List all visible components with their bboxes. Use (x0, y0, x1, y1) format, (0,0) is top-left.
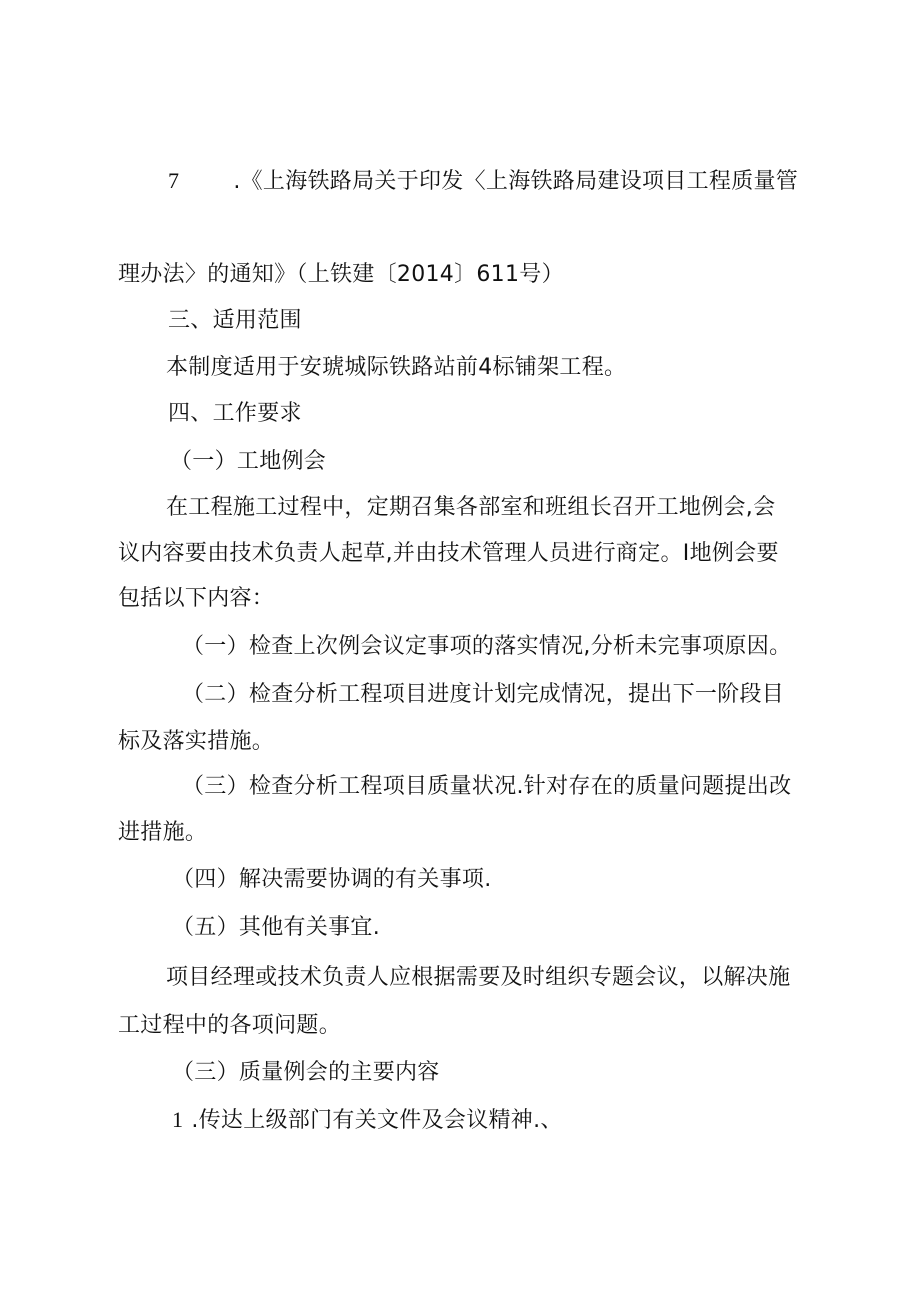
item-text: .传达上级部门有关文件及会议精神.、 (191, 1108, 563, 1133)
reference-7-line1 (168, 166, 798, 197)
section-3-body: 本制度适用于安琥城际铁路站前4标铺架工程。 (166, 355, 627, 380)
numbered-item-1 (172, 1105, 563, 1136)
paragraph-line: 议内容要由技术负责人起草,并由技术管理人员进行商定。I地例会要 (118, 541, 779, 566)
section-3-heading: 三、适用范围 (168, 308, 302, 333)
list-item: （一）检查上次例会议定事项的落实情况,分析未完事项原因。 (182, 634, 792, 659)
section-4-heading: 四、工作要求 (168, 401, 302, 426)
item-number: 1 (172, 1107, 184, 1132)
list-item: （四）解决需要协调的有关事项. (172, 867, 492, 892)
paragraph-line: 包括以下内容： (118, 586, 275, 611)
subsection-3-heading: （三）质量例会的主要内容 (172, 1060, 440, 1085)
reference-text: .《上海铁路局关于印发〈上海铁路局建设项目工程质量管 (233, 169, 799, 194)
list-item-continuation: 进措施。 (118, 820, 208, 845)
paragraph-line: 工过程中的各项问题。 (118, 1013, 342, 1038)
paragraph-line: 在工程施工过程中，定期召集各部室和班组长召开工地例会,会 (166, 495, 776, 520)
list-item-continuation: 标及落实措施。 (118, 729, 275, 754)
list-item: （三）检查分析工程项目质量状况.针对存在的质量问题提出改 (182, 774, 792, 799)
list-item: （二）检查分析工程项目进度计划完成情况，提出下一阶段目 (182, 682, 785, 707)
reference-number: 7 (168, 168, 180, 193)
reference-7-line2: 理办法〉的通知》（上铁建〔2014〕611号） (118, 262, 564, 287)
paragraph-line: 项目经理或技术负责人应根据需要及时组织专题会议，以解决施 (166, 965, 791, 990)
subsection-1-heading: （一）工地例会 (170, 449, 327, 474)
list-item: （五）其他有关事宜. (172, 915, 380, 940)
